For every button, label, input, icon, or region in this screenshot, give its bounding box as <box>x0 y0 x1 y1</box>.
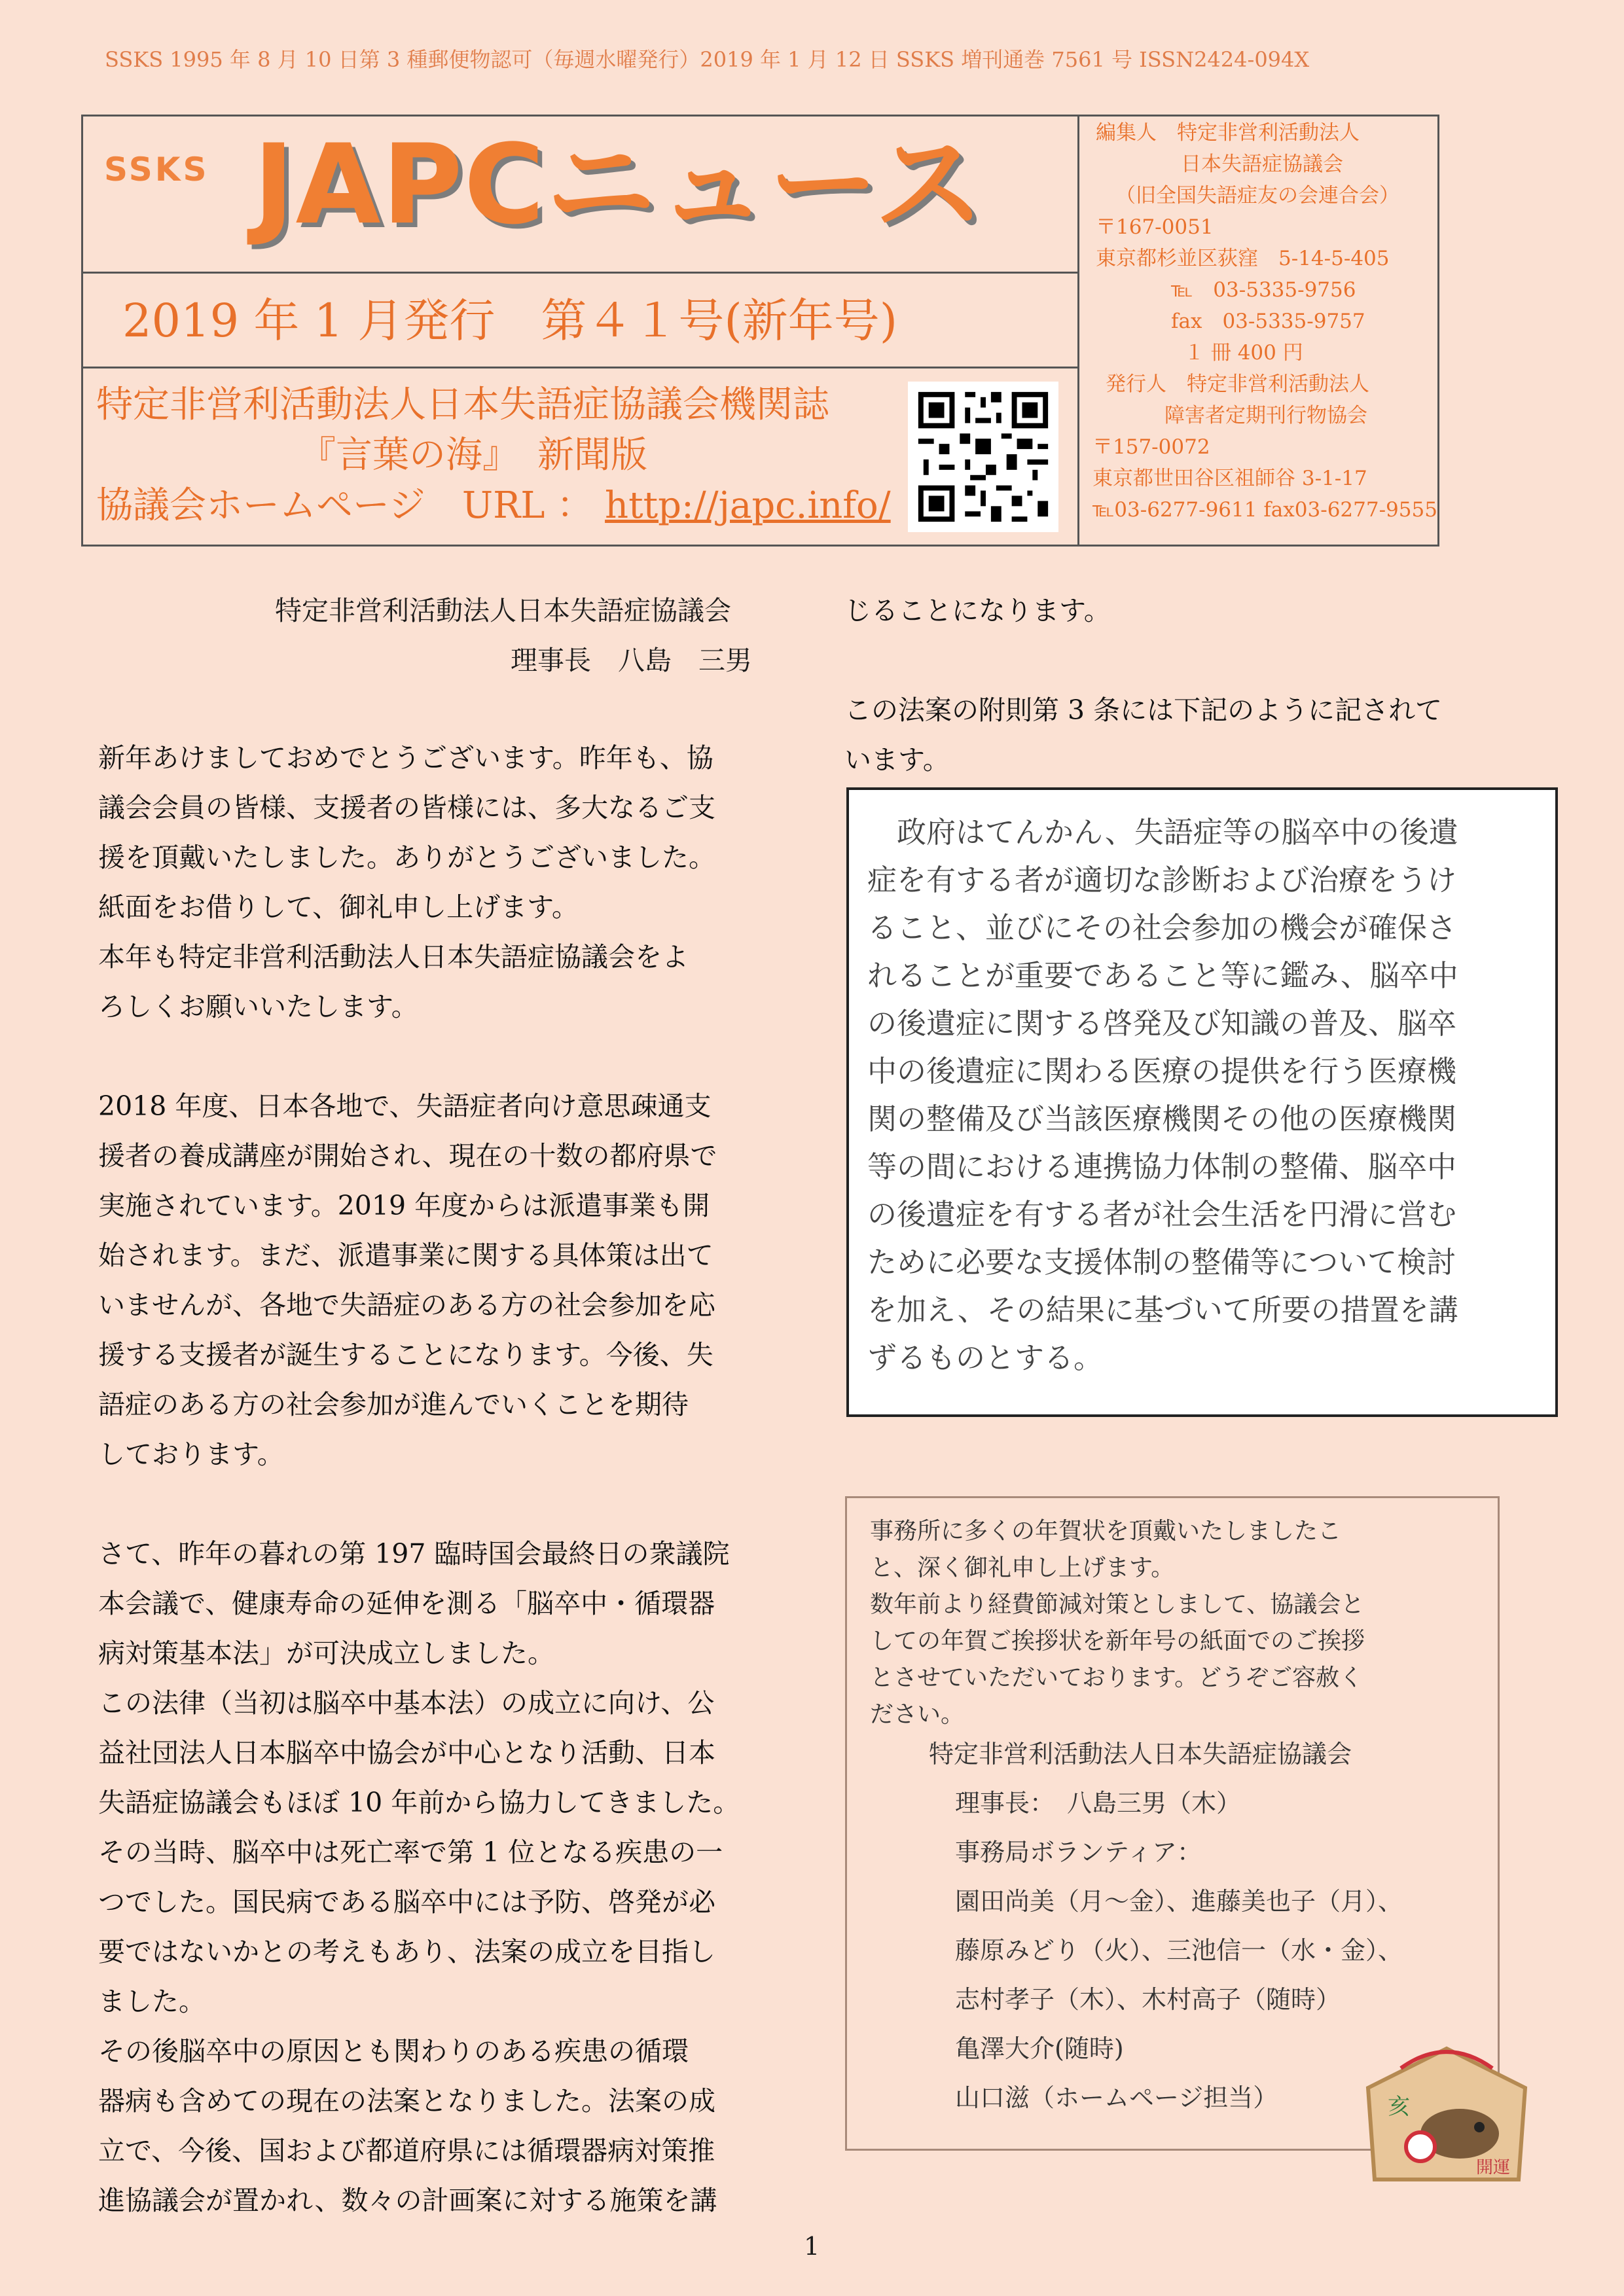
ema-zodiac-text: 亥 <box>1388 2094 1410 2120</box>
editor-address: 東京都杉並区荻窪 5-14-5-405 <box>1096 247 1390 270</box>
homepage-line <box>96 484 891 527</box>
notice-line: と、深く御礼申し上げます。 <box>870 1554 1175 1581</box>
quote-line: を加え、その結果に基づいて所要の措置を講 <box>867 1293 1458 1327</box>
editor-label: 編集人 特定非営利活動法人 <box>1096 121 1360 145</box>
quote-line: ずるものとする。 <box>867 1340 1104 1375</box>
quote-line: 症を有する者が適切な診断および治療をうけ <box>867 863 1457 897</box>
article-line: しております。 <box>98 1439 284 1470</box>
author-org: 特定非営利活動法人日本失語症協議会 <box>275 595 731 626</box>
article-line: います。 <box>844 744 950 776</box>
staff-line: 藤原みどり（火）、三池信一（水・金）、 <box>955 1936 1403 1965</box>
paper-name: 『言葉の海』 新聞版 <box>299 434 647 476</box>
article-line: 実施されています。2019 年度からは派遣事業も開 <box>98 1190 710 1221</box>
editor-org: 日本失語症協議会 <box>1181 152 1343 176</box>
article-line: その後脳卒中の原因とも関わりのある疾患の循環 <box>98 2036 689 2067</box>
article-line: 要ではないかとの考えもあり、法案の成立を目指し <box>98 1936 715 1967</box>
qr-code-icon[interactable] <box>908 382 1058 532</box>
article-line: 語症のある方の社会参加が進んでいくことを期待 <box>98 1389 689 1420</box>
editor-fax: fax 03-5335-9757 <box>1171 310 1365 333</box>
price: １ 冊 400 円 <box>1184 341 1303 365</box>
article-line: この法律（当初は脳卒中基本法）の成立に向け、公 <box>98 1687 715 1719</box>
quote-line: 等の間における連携協力体制の整備、脳卒中 <box>867 1149 1457 1184</box>
quote-line: の後遺症を有する者が社会生活を円滑に営む <box>867 1197 1457 1232</box>
organ-area <box>83 368 1079 547</box>
article-line: 立で、今後、国および都道府県には循環器病対策推 <box>98 2135 715 2166</box>
article-line: 援する支援者が誕生することになります。今後、失 <box>98 1339 713 1371</box>
publisher-tel-fax: ℡03-6277-9611 fax03-6277-9555 <box>1092 498 1437 522</box>
quote-line: れることが重要であること等に鑑み、脳卒中 <box>867 958 1458 993</box>
article-line: 本年も特定非営利活動法人日本失語症協議会をよ <box>98 941 689 973</box>
article-line: 本会議で、健康寿命の延伸を測る「脳卒中・循環器 <box>98 1588 715 1619</box>
article-line: 始されます。まだ、派遣事業に関する具体策は出て <box>98 1240 713 1271</box>
notice-org: 特定非営利活動法人日本失語症協議会 <box>929 1740 1352 1768</box>
contact-area <box>1079 117 1439 547</box>
staff-line: 園田尚美（月～金）、進藤美也子（月）、 <box>955 1887 1403 1916</box>
article-line: 援を頂戴いたしました。ありがとうございました。 <box>98 842 715 873</box>
staff-line: 事務局ボランティア： <box>955 1838 1202 1867</box>
article-line: つでした。国民病である脳卒中には予防、啓発が必 <box>98 1886 715 1918</box>
article-line <box>98 1031 792 1081</box>
editor-org-former: （旧全国失語症友の会連合会） <box>1115 184 1399 207</box>
article-line: さて、昨年の暮れの第 197 臨時国会最終日の衆議院 <box>98 1538 730 1570</box>
editor-postal: 〒167-0051 <box>1096 215 1214 239</box>
logo-area <box>83 117 1079 274</box>
author-name: 理事長 八島 三男 <box>511 645 752 676</box>
homepage-link[interactable]: http://japc.info/ <box>605 484 891 527</box>
notice-line: 事務所に多くの年賀状を頂戴いたしましたこ <box>870 1518 1342 1545</box>
homepage-label: 協議会ホームページ URL ： <box>96 484 594 527</box>
newsletter-title: JAPCニュース <box>253 120 986 249</box>
article-left-column <box>98 733 792 2225</box>
staff-line: 山口滋（ホームページ担当） <box>955 2083 1278 2112</box>
article-line <box>98 1479 792 1529</box>
article-line: 器病も含めての現在の法案となりました。法案の成 <box>98 2085 715 2117</box>
quote-line: ために必要な支援体制の整備等について検討 <box>867 1245 1456 1280</box>
notice-line: とさせていただいております。どうぞご容赦く <box>870 1664 1363 1691</box>
publication-header-line: SSKS 1995 年 8 月 10 日第 3 種郵便物認可（毎週水曜発行）2019 年 1 月 12 日 SSKS 増刊通巻 7561 号 ISSN2424-094X <box>105 47 1310 72</box>
quote-line: 中の後遺症に関わる医療の提供を行う医療機 <box>867 1054 1457 1088</box>
ema-plaque-icon <box>1362 2042 1532 2186</box>
staff-line: 志村孝子（木）、木村高子（随時） <box>955 1985 1341 2014</box>
publisher-org: 障害者定期刊行物協会 <box>1164 404 1367 427</box>
publisher-postal: 〒157-0072 <box>1092 435 1210 459</box>
article-line: 議会会員の皆様、支援者の皆様には、多大なるご支 <box>98 792 715 823</box>
issue-area <box>83 274 1079 368</box>
staff-line: 亀澤大介(随時) <box>955 2034 1124 2063</box>
quote-line: 政府はてんかん、失語症等の脳卒中の後遺 <box>867 815 1458 850</box>
quote-line: の後遺症に関する啓発及び知識の普及、脳卒 <box>867 1006 1457 1041</box>
article-line: 失語症協議会もほぼ 10 年前から協力してきました。 <box>98 1787 740 1818</box>
organ-name: 特定非営利活動法人日本失語症協議会機関誌 <box>96 384 829 426</box>
article-right-column <box>844 586 1538 785</box>
article-line <box>844 636 1538 685</box>
notice-line: しての年賀ご挨拶状を新年号の紙面でのご挨拶 <box>870 1628 1365 1655</box>
article-line: 進協議会が置かれ、数々の計画案に対する施策を講 <box>98 2185 717 2216</box>
article-line: その当時、脳卒中は死亡率で第 1 位となる疾患の一 <box>98 1837 723 1868</box>
article-line: ました。 <box>98 1986 206 2017</box>
notice-line: ださい。 <box>870 1701 965 1728</box>
article-line: ろしくお願いいたします。 <box>98 991 418 1022</box>
article-line: 紙面をお借りして、御礼申し上げます。 <box>98 891 579 923</box>
article-line: この法案の附則第 3 条には下記のように記されて <box>844 694 1443 726</box>
article-line: 益社団法人日本脳卒中協会が中心となり活動、日本 <box>98 1737 715 1768</box>
article-line: 病対策基本法」が可決成立しました。 <box>98 1638 554 1669</box>
law-quote-box <box>846 787 1558 1417</box>
publisher-label: 発行人 特定非営利活動法人 <box>1106 372 1369 396</box>
ema-luck-text: 開運 <box>1476 2158 1511 2178</box>
notice-line: 数年前より経費節減対策としまして、協議会と <box>870 1591 1365 1618</box>
logo-ssks: SSKS <box>104 151 209 188</box>
staff-line: 理事長： 八島三男（木） <box>955 1789 1242 1818</box>
article-line: 援者の養成講座が開始され、現在の十数の都府県で <box>98 1140 717 1172</box>
article-line: じることになります。 <box>844 595 1111 626</box>
masthead <box>81 115 1439 547</box>
editor-tel: ℡ 03-5335-9756 <box>1171 278 1356 302</box>
publisher-address: 東京都世田谷区祖師谷 3-1-17 <box>1092 467 1367 490</box>
article-line: いませんが、各地で失語症のある方の社会参加を応 <box>98 1289 715 1321</box>
issue-date: 2019 年 1 月発行 第４１号(新年号) <box>122 294 898 348</box>
article-line: 2018 年度、日本各地で、失語症者向け意思疎通支 <box>98 1090 712 1122</box>
article-line: 新年あけましておめでとうございます。昨年も、協 <box>98 742 713 774</box>
page-number: 1 <box>804 2232 820 2261</box>
quote-line: 関の整備及び当該医療機関その他の医療機関 <box>867 1102 1457 1136</box>
quote-line: ること、並びにその社会参加の機会が確保さ <box>867 910 1457 945</box>
